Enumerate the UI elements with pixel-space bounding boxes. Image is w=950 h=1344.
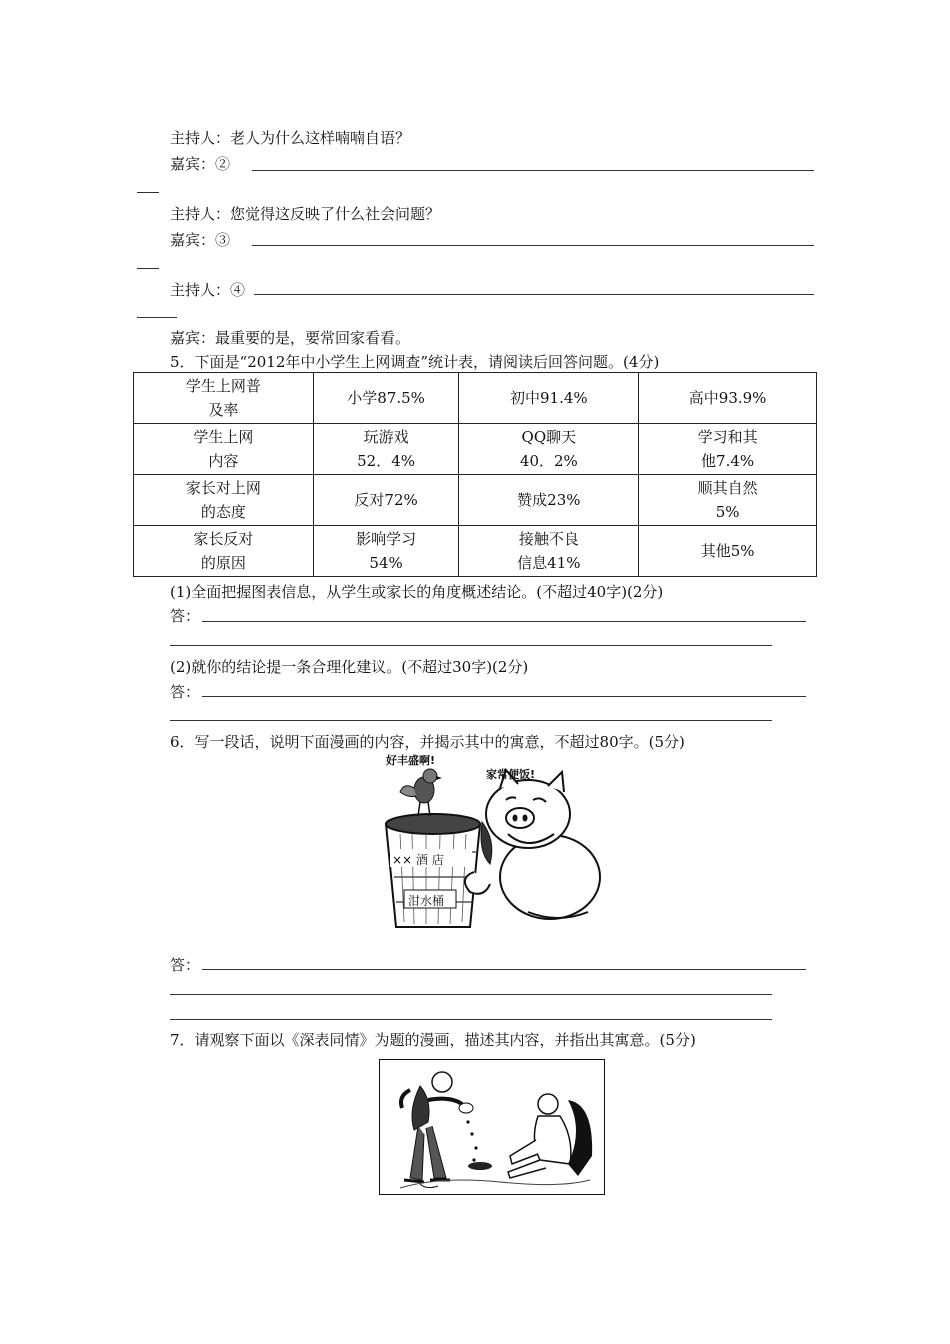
pig-speech-bubble: 家常便饭! <box>486 768 536 781</box>
dialogue-a2-label: 嘉宾：② <box>170 155 231 173</box>
answer-line[interactable] <box>252 170 814 171</box>
table-row <box>134 373 817 424</box>
table-cell: 影响学习 54% <box>313 526 459 577</box>
bird-speech-bubble: 好丰盛啊! <box>386 754 436 767</box>
answer-line[interactable] <box>170 1019 772 1020</box>
answer-line[interactable] <box>202 696 806 697</box>
answer-line-stub <box>137 268 159 269</box>
table-cell: 顺其自然 5% <box>639 475 817 526</box>
table-cell: QQ聊天 40．2% <box>459 424 639 475</box>
answer-line[interactable] <box>252 245 814 246</box>
bucket-label-hotel: ×× 酒 店 <box>392 853 444 867</box>
table-cell: 接触不良 信息41% <box>459 526 639 577</box>
answer-line[interactable] <box>202 969 806 970</box>
dialogue-q4-label: 主持人：④ <box>170 281 246 299</box>
table-cell: 小学87.5% <box>313 373 459 424</box>
table-row <box>134 475 817 526</box>
dialogue-q1: 主持人：老人为什么这样喃喃自语？ <box>170 129 411 147</box>
answer-label: 答： <box>170 607 201 625</box>
q7-title: 7．请观察下面以《深表同情》为题的漫画，描述其内容，并指出其寓意。(5分) <box>170 1031 696 1049</box>
table-cell: 玩游戏 52．4% <box>313 424 459 475</box>
answer-line[interactable] <box>254 294 814 295</box>
answer-label: 答： <box>170 683 201 701</box>
row-header: 家长反对 的原因 <box>134 526 314 577</box>
row-header: 学生上网 内容 <box>134 424 314 475</box>
answer-line[interactable] <box>170 645 772 646</box>
table-cell: 其他5% <box>639 526 817 577</box>
row-header: 学生上网普 及率 <box>134 373 314 424</box>
q5-sub2: (2)就你的结论提一条合理化建议。(不超过30字)(2分) <box>170 658 529 676</box>
answer-line[interactable] <box>170 994 772 995</box>
sympathy-cartoon <box>379 1059 605 1195</box>
q5-title: 5．下面是“2012年中小学生上网调查”统计表，请阅读后回答问题。(4分) <box>170 353 660 371</box>
table-cell: 初中91.4% <box>459 373 639 424</box>
table-cell: 反对72% <box>313 475 459 526</box>
bucket-label-slop: 泔水桶 <box>408 894 445 908</box>
sympathy-cartoon-drawing <box>380 1060 603 1193</box>
dialogue-a3-label: 嘉宾：③ <box>170 231 231 249</box>
q6-title: 6．写一段话，说明下面漫画的内容，并揭示其中的寓意，不超过80字。(5分) <box>170 733 685 751</box>
answer-label: 答： <box>170 956 201 974</box>
answer-line[interactable] <box>202 621 806 622</box>
pig-cartoon <box>378 752 608 932</box>
q5-sub1: (1)全面把握图表信息，从学生或家长的角度概述结论。(不超过40字)(2分) <box>170 583 664 601</box>
dialogue-final: 嘉宾：最重要的是，要常回家看看。 <box>170 329 411 347</box>
answer-line-stub <box>137 192 159 193</box>
answer-line[interactable] <box>170 720 772 721</box>
answer-line-stub <box>137 317 177 318</box>
table-cell: 赞成23% <box>459 475 639 526</box>
table-cell: 高中93.9% <box>639 373 817 424</box>
dialogue-q2: 主持人：您觉得这反映了什么社会问题？ <box>170 205 441 223</box>
survey-table <box>133 372 817 577</box>
table-row <box>134 424 817 475</box>
row-header: 家长对上网 的态度 <box>134 475 314 526</box>
table-cell: 学习和其 他7.4% <box>639 424 817 475</box>
table-row <box>134 526 817 577</box>
